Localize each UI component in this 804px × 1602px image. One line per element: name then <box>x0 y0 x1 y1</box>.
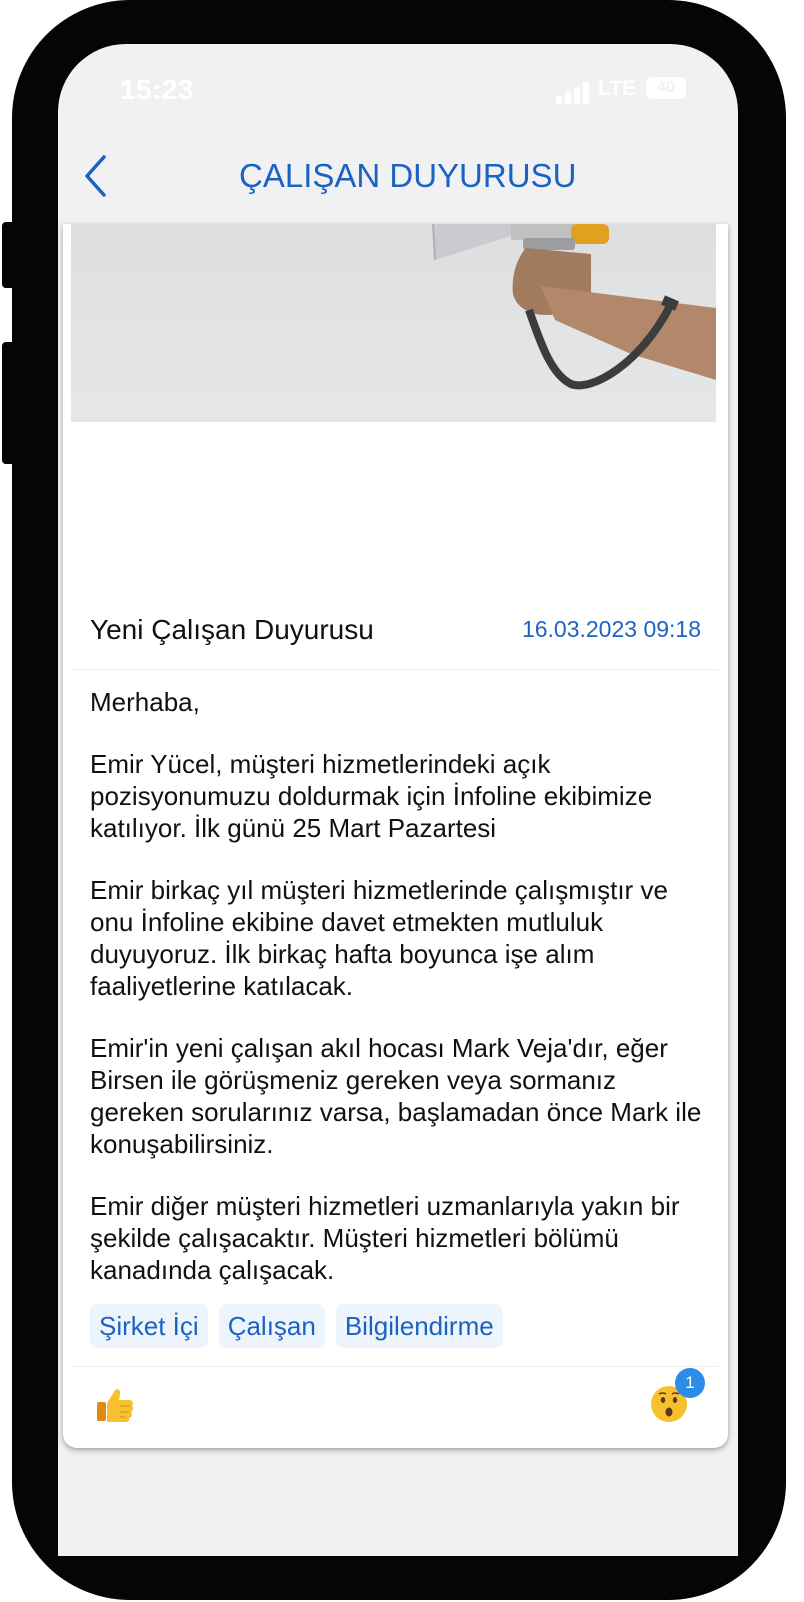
chevron-left-icon <box>82 154 112 198</box>
post-date: 16.03.2023 09:18 <box>521 616 701 642</box>
body-paragraph: Emir'in yeni çalışan akıl hocası Mark Veja'dır, eğer Birsen ile görüşmeniz gereken veya sormanız gereken sorularınız varsa, başlamadan önce Mark ile konuşabilirsiniz. <box>90 1033 702 1159</box>
app-screen <box>58 44 738 1556</box>
header-divider <box>73 669 718 670</box>
navigation-bar <box>58 134 738 224</box>
page-title: ÇALIŞAN DUYURUSU <box>239 157 577 194</box>
footer-divider <box>73 1366 718 1367</box>
side-button-lower <box>2 342 16 464</box>
bottom-area <box>58 1464 738 1556</box>
like-reaction-button[interactable] <box>95 1384 135 1424</box>
status-bar <box>58 44 738 134</box>
back-button[interactable] <box>82 154 112 198</box>
network-label: LTE <box>598 77 637 100</box>
signal-icon <box>556 82 590 104</box>
body-paragraph: Emir diğer müşteri hizmetleri uzmanlarıyla yakın bir şekilde çalışacaktır. Müşteri hizmetleri bölümü kanadında çalışacak. <box>90 1191 680 1285</box>
thumbs-up-icon <box>95 1384 135 1424</box>
post-title: Yeni Çalışan Duyurusu <box>90 614 374 645</box>
tag-calisan[interactable]: Çalışan <box>219 1304 325 1348</box>
reaction-count-badge: 1 <box>675 1368 705 1398</box>
body-paragraph: Emir Yücel, müşteri hizmetlerindeki açık pozisyonumuzu doldurmak için İnfoline ekibimize katılıyor. İlk günü 25 Mart Pazartesi <box>90 749 653 843</box>
announcement-image <box>71 224 716 422</box>
side-button-upper <box>2 222 16 288</box>
battery-icon: 40 <box>646 77 686 99</box>
body-paragraph: Emir birkaç yıl müşteri hizmetlerinde çalışmıştır ve onu İnfoline ekibine davet etmekten mutluluk duyuyoruz. İlk birkaç hafta boyunca işe alım faaliyetlerine katılacak. <box>90 875 668 1001</box>
announcement-card <box>63 224 728 1448</box>
body-paragraph: Merhaba, <box>90 687 200 717</box>
tag-bilgilendirme[interactable]: Bilgilendirme <box>336 1304 503 1348</box>
post-body <box>90 686 705 1316</box>
status-time: 15:23 <box>120 74 195 105</box>
tag-list <box>90 1304 514 1348</box>
tag-sirket-ici[interactable]: Şirket İçi <box>90 1304 208 1348</box>
